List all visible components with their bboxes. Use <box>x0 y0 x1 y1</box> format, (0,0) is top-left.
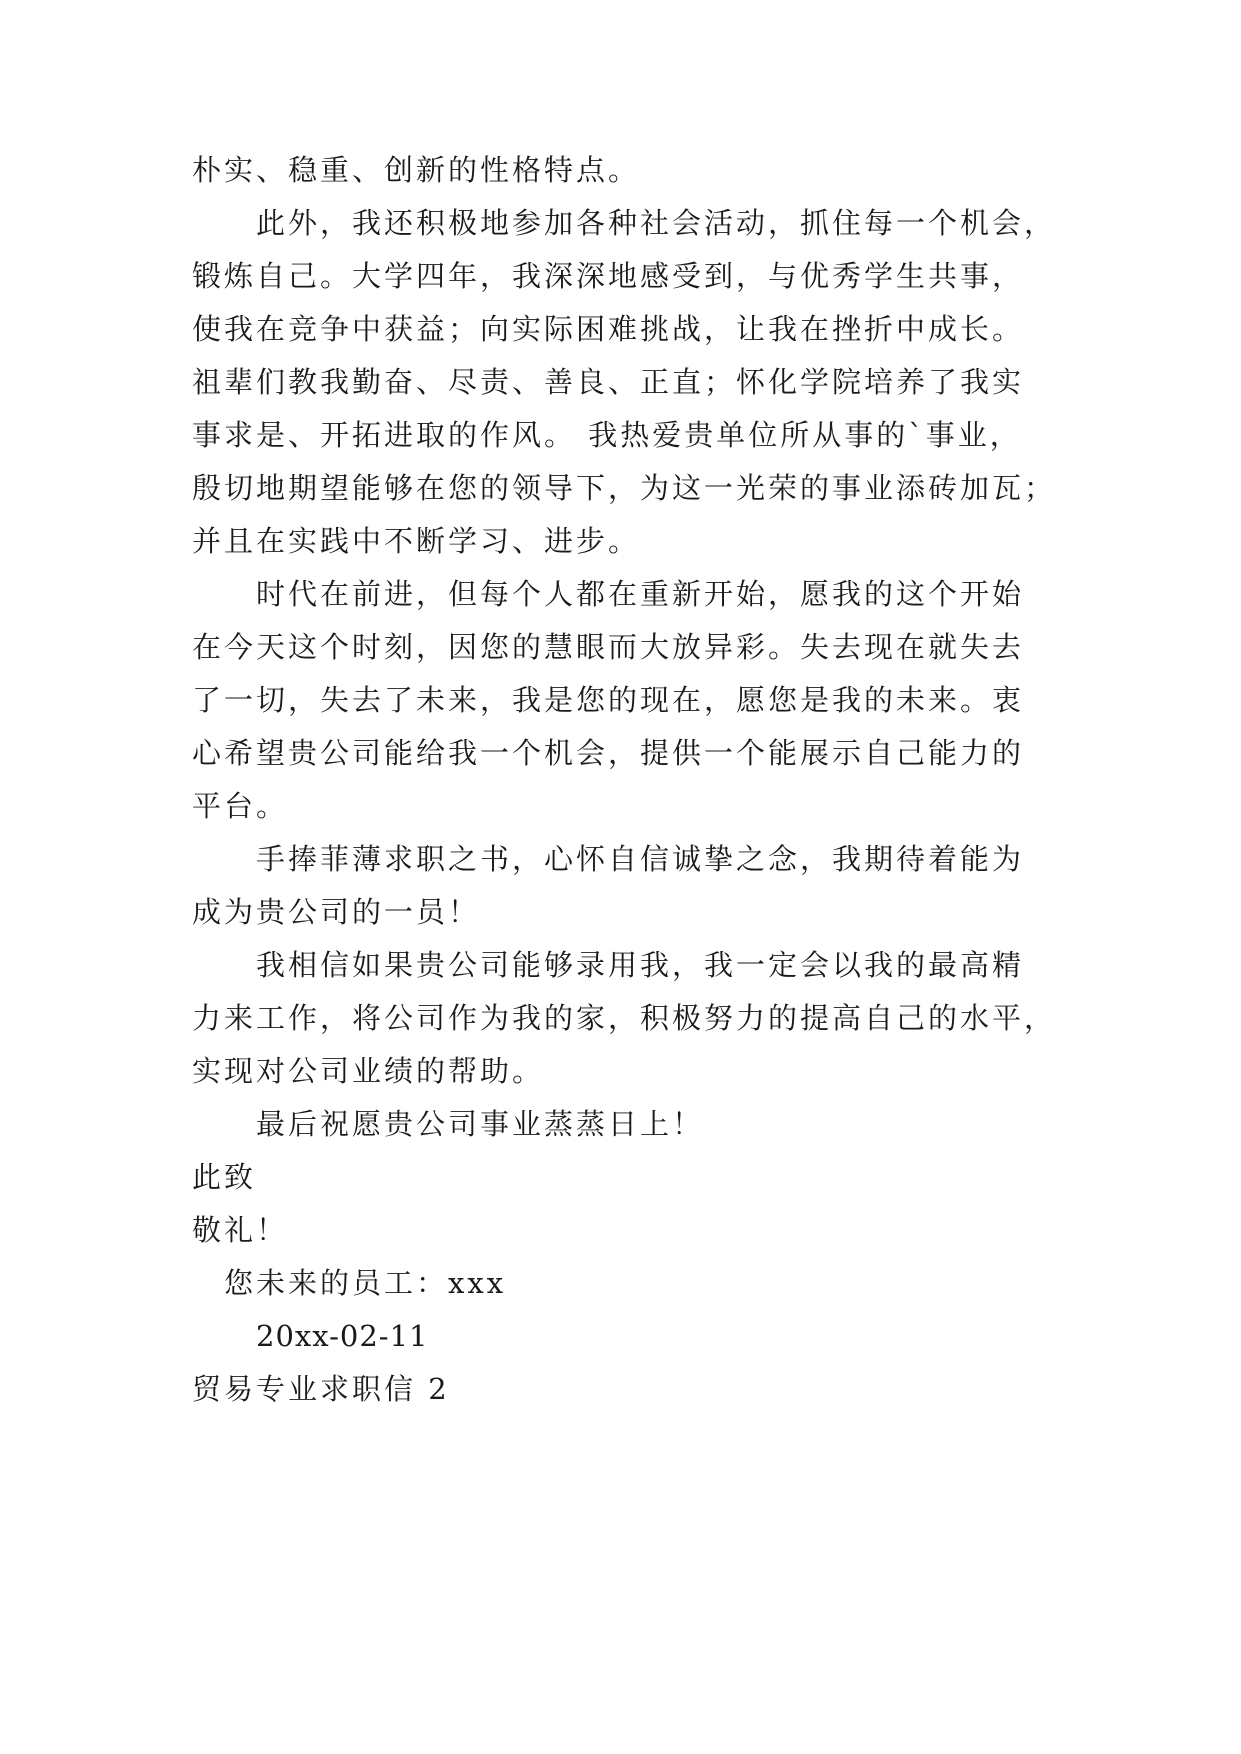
paragraph-line: 使我在竞争中获益；向实际困难挑战，让我在挫折中成长。 <box>192 312 1025 346</box>
salutation-cizhi: 此致 <box>192 1160 257 1194</box>
paragraph-line: 心希望贵公司能给我一个机会，提供一个能展示自己能力的 <box>192 736 1025 770</box>
signature-date: 20xx-02-11 <box>256 1319 429 1353</box>
paragraph-line: 力来工作，将公司作为我的家，积极努力的提高自己的水平， <box>192 1001 1057 1035</box>
paragraph-line: 祖辈们教我勤奋、尽责、善良、正直；怀化学院培养了我实 <box>192 365 1025 399</box>
paragraph-line: 了一切，失去了未来，我是您的现在，愿您是我的未来。衷 <box>192 683 1025 717</box>
paragraph-line: 手捧菲薄求职之书，心怀自信诚挚之念，我期待着能为 <box>256 842 1025 876</box>
paragraph-line: 此外，我还积极地参加各种社会活动，抓住每一个机会， <box>256 206 1057 240</box>
paragraph-line: 时代在前进，但每个人都在重新开始，愿我的这个开始 <box>256 577 1025 611</box>
paragraph-line: 朴实、稳重、创新的性格特点。 <box>192 153 641 187</box>
closing-wish: 最后祝愿贵公司事业蒸蒸日上！ <box>256 1107 705 1141</box>
paragraph-line: 成为贵公司的一员！ <box>192 895 481 929</box>
paragraph-line: 平台。 <box>192 789 289 823</box>
section-title: 贸易专业求职信 2 <box>192 1372 450 1406</box>
paragraph-line: 事求是、开拓进取的作风。 我热爱贵单位所从事的`事业， <box>192 418 1022 452</box>
paragraph-line: 殷切地期望能够在您的领导下，为这一光荣的事业添砖加瓦； <box>192 471 1057 505</box>
signature-name: 您未来的员工：xxx <box>224 1266 507 1300</box>
salutation-jingli: 敬礼！ <box>192 1213 289 1247</box>
paragraph-line: 并且在实践中不断学习、进步。 <box>192 524 641 558</box>
paragraph-line: 锻炼自己。大学四年，我深深地感受到，与优秀学生共事， <box>192 259 1025 293</box>
paragraph-line: 我相信如果贵公司能够录用我，我一定会以我的最高精 <box>256 948 1025 982</box>
paragraph-line: 实现对公司业绩的帮助。 <box>192 1054 545 1088</box>
paragraph-line: 在今天这个时刻，因您的慧眼而大放异彩。失去现在就失去 <box>192 630 1025 664</box>
